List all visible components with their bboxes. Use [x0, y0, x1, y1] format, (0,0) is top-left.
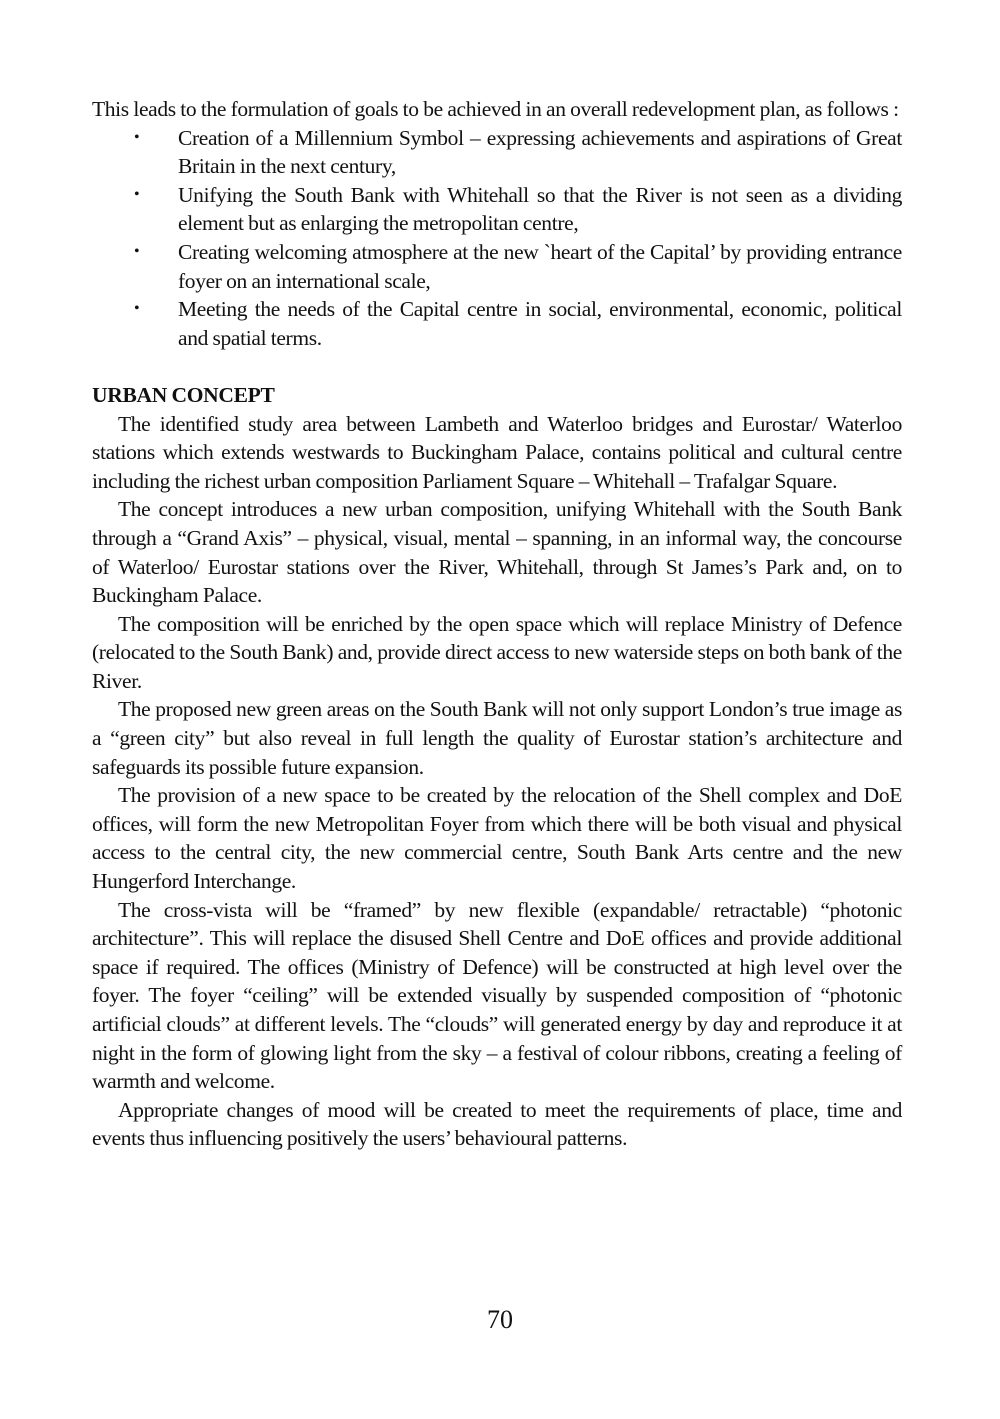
bullet-icon: •: [134, 300, 140, 318]
goals-list: [92, 124, 902, 353]
goal-text: Creating welcoming atmosphere at the new `heart of the Capital’ by providing entrance foyer on an international scale,: [178, 239, 902, 293]
body-paragraph: Appropriate changes of mood will be created to meet the requirements of place, time and events thus influencing positively the users’ behavioural patterns.: [92, 1097, 902, 1151]
intro-paragraph: This leads to the formulation of goals to be achieved in an overall redevelopment plan, as follows :: [92, 97, 899, 121]
bullet-icon: •: [134, 242, 140, 260]
bullet-icon: •: [134, 185, 140, 203]
goal-item: [92, 238, 902, 295]
page-number: 70: [487, 1305, 513, 1334]
body-paragraph: The concept introduces a new urban composition, unifying Whitehall with the South Bank through a “Grand Axis” – physical, visual, mental – spanning, in an informal way, the concourse of Waterloo/ Eurostar stations over the River, Whitehall, through St James’s Park and, on to Buckingham Palace.: [92, 497, 902, 608]
body-paragraph: The provision of a new space to be created by the relocation of the Shell complex and DoE offices, will form the new Metropolitan Foyer from which there will be both visual and physical access to the central city, the new commercial centre, South Bank Arts centre and the new Hungerford Interchange.: [92, 783, 902, 894]
bullet-icon: •: [134, 128, 140, 146]
goal-text: Unifying the South Bank with Whitehall so that the River is not seen as a dividing element but as enlarging the metropolitan centre,: [178, 182, 902, 236]
body-paragraph: The proposed new green areas on the South Bank will not only support London’s true image as a “green city” but also reveal in full length the quality of Eurostar station’s architecture and safeguards its possible future expansion.: [92, 697, 902, 779]
goal-item: [92, 181, 902, 238]
goal-item: [92, 124, 902, 181]
goal-item: [92, 295, 902, 352]
goal-text: Creation of a Millennium Symbol – expressing achievements and aspirations of Great Britain in the next century,: [178, 125, 902, 179]
body-paragraph: The composition will be enriched by the open space which will replace Ministry of Defence (relocated to the South Bank) and, provide direct access to new waterside steps on both bank of the River.: [92, 611, 902, 693]
goal-text: Meeting the needs of the Capital centre in social, environmental, economic, political and spatial terms.: [178, 297, 902, 350]
body-paragraph: The cross-vista will be “framed” by new flexible (expandable/ retractable) “photonic architecture”. This will replace the disused Shell Centre and DoE offices and provide additional space if required. The offices (Ministry of Defence) will be constructed at high level over the foyer. The foyer “ceiling” will be extended visually by suspended composition of “photonic artificial clouds” at different levels. The “clouds” will generated energy by day and reproduce it at night in the form of glowing light from the sky – a festival of colour ribbons, creating a feeling of warmth and welcome.: [92, 897, 902, 1094]
section-heading: URBAN CONCEPT: [92, 382, 275, 407]
page-body: [92, 95, 902, 1153]
body-paragraph: The identified study area between Lambeth and Waterloo bridges and Eurostar/ Waterloo stations which extends westwards to Buckingham Palace, contains political and cultural centre including the richest urban composition Parliament Square – Whitehall – Trafalgar Square.: [92, 411, 902, 493]
